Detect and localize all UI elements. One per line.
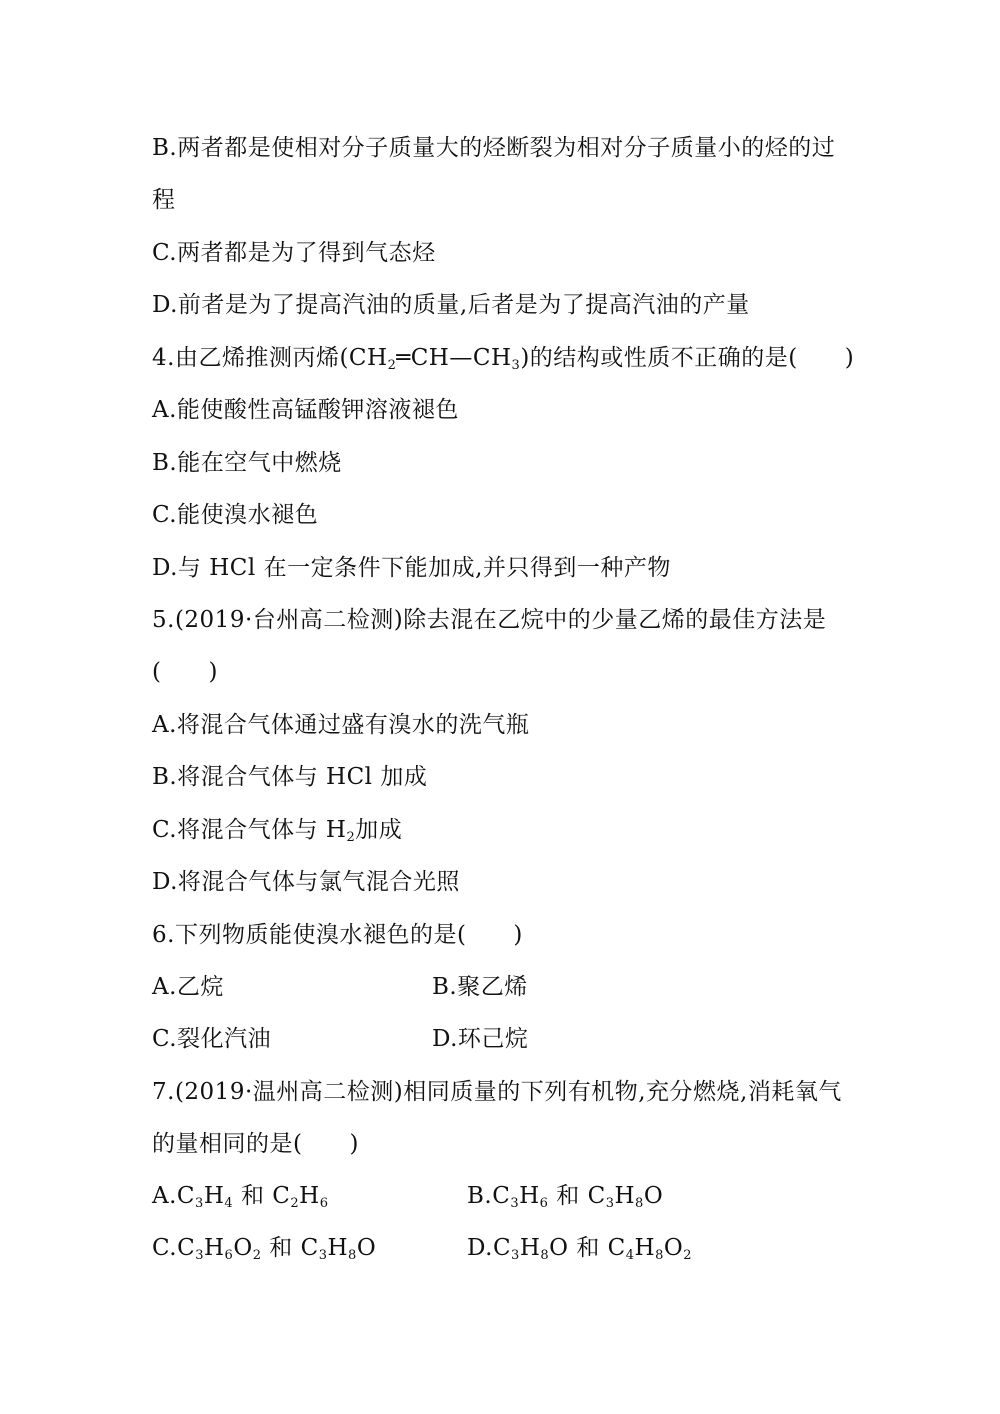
formula-1: $C_3H_8O$ (492, 1235, 569, 1263)
q7-stem-line2: 的量相同的是( ) (152, 1131, 359, 1157)
formula-2: $C_4H_8O_2$ (607, 1235, 693, 1263)
q4-stem-part: 4.由乙烯推测丙烯(CH (152, 345, 388, 371)
q5-option-c-subscript: 2 (346, 830, 356, 845)
and-word: 和 (548, 1183, 588, 1209)
q4-stem-subscript: 2 (387, 358, 397, 373)
q5-option-a: A.将混合气体通过盛有溴水的洗气瓶 (152, 712, 530, 738)
option-label: C. (152, 1235, 178, 1261)
q4-option-d: D.与 HCl 在一定条件下能加成,并只得到一种产物 (152, 555, 671, 581)
q5-option-c-part: C.将混合气体与 H (152, 817, 347, 843)
q3-option-c: C.两者都是为了得到气态烃 (152, 240, 436, 266)
and-word: 和 (233, 1183, 273, 1209)
q7-option-b (467, 1180, 663, 1212)
formula-2: $C_3H_8O$ (300, 1235, 377, 1263)
q4-stem-subscript: 3 (511, 358, 521, 373)
option-label: B. (467, 1183, 493, 1209)
q7-option-c (152, 1232, 376, 1264)
q7-option-a (152, 1180, 329, 1212)
q5-option-c (152, 814, 402, 846)
q5-stem-line1: 5.(2019·台州高二检测)除去混在乙烷中的少量乙烯的最佳方法是 (152, 607, 827, 633)
q6-option-c: C.裂化汽油 (152, 1026, 272, 1052)
q6-option-b: B.聚乙烯 (432, 974, 528, 1000)
q4-stem-part: ═CH—CH (396, 345, 512, 371)
q6-option-a: A.乙烷 (152, 974, 224, 1000)
q4-stem-part: )的结构或性质不正确的是( ) (520, 345, 855, 371)
and-word: 和 (568, 1235, 608, 1261)
q6-option-d: D.环己烷 (432, 1026, 529, 1052)
q7-stem-line1: 7.(2019·温州高二检测)相同质量的下列有机物,充分燃烧,消耗氧气 (152, 1079, 842, 1105)
q5-option-d: D.将混合气体与氯气混合光照 (152, 869, 460, 895)
q7-option-d (467, 1232, 692, 1264)
formula-2: $C_2H_6$ (272, 1183, 329, 1211)
formula-1: $C_3H_6$ (492, 1183, 549, 1211)
q5-stem-line2: ( ) (152, 659, 218, 685)
q4-option-b: B.能在空气中燃烧 (152, 450, 342, 476)
formula-1: $C_3H_6O_2$ (177, 1235, 262, 1263)
option-label: D. (467, 1235, 493, 1261)
formula-2: $C_3H_8O$ (587, 1183, 664, 1211)
q3-option-b-line1: B.两者都是使相对分子质量大的烃断裂为相对分子质量小的烃的过 (152, 135, 836, 161)
formula-1: $C_3H_4$ (176, 1183, 234, 1211)
q5-option-b: B.将混合气体与 HCl 加成 (152, 764, 428, 790)
q4-option-c: C.能使溴水褪色 (152, 502, 319, 528)
q6-stem: 6.下列物质能使溴水褪色的是( ) (152, 922, 523, 948)
q3-option-d: D.前者是为了提高汽油的质量,后者是为了提高汽油的产量 (152, 292, 750, 318)
option-label: A. (152, 1183, 177, 1209)
and-word: 和 (261, 1235, 301, 1261)
q4-option-a: A.能使酸性高锰酸钾溶液褪色 (152, 397, 459, 423)
q3-option-b-line2: 程 (152, 187, 176, 213)
q5-option-c-part: 加成 (355, 817, 403, 843)
q4-stem (152, 342, 854, 374)
